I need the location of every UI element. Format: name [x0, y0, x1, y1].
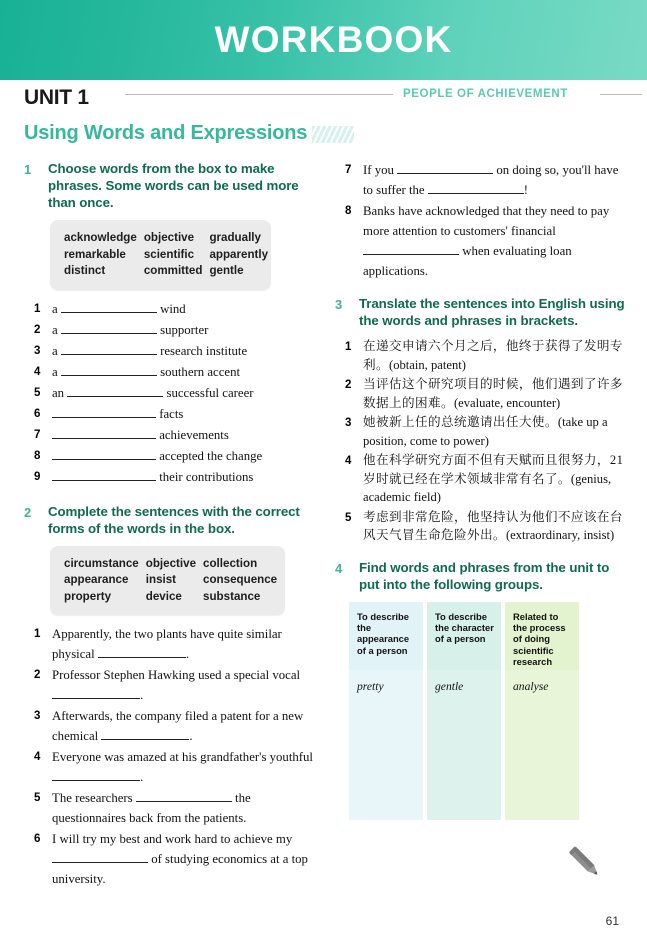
item-text — [52, 829, 317, 889]
answer-blank[interactable] — [61, 342, 157, 355]
wordbox-word: distinct — [64, 264, 106, 277]
item-number: 6 — [34, 407, 41, 420]
list-item — [34, 788, 317, 828]
item-suffix: successful career — [163, 385, 254, 400]
category-column-appearance — [349, 602, 423, 820]
list-item — [34, 624, 317, 664]
item-number: 2 — [34, 669, 41, 681]
exercise-2-title: Complete the sentences with the correct forms of the words in the box. — [48, 503, 300, 536]
exercise-4-header — [335, 559, 628, 593]
list-item — [345, 375, 628, 412]
wordbox-row — [64, 230, 275, 247]
answer-blank[interactable] — [52, 468, 156, 481]
section-heading: Using Words and Expressions — [24, 122, 308, 144]
item-number: 5 — [34, 792, 41, 804]
item-prefix: If you — [363, 163, 398, 177]
item-prefix: The researchers — [52, 791, 136, 805]
wordbox-word: collection — [203, 556, 258, 570]
list-item — [34, 299, 317, 319]
item-text — [52, 624, 317, 664]
item-number: 8 — [34, 449, 41, 462]
chinese-sentence: 他在科学研究方面不但有天赋而且很努力，21 岁时就已经在学术领域非常有名了。 — [363, 453, 624, 486]
item-suffix: the questionnaires back from the patients. — [52, 791, 251, 825]
item-number: 3 — [34, 344, 41, 357]
answer-blank[interactable] — [52, 686, 140, 699]
item-suffix: . — [140, 688, 144, 702]
answer-blank[interactable] — [52, 850, 148, 863]
answer-blank[interactable] — [61, 363, 157, 376]
list-item — [345, 451, 628, 507]
exercise-2-header — [24, 503, 317, 537]
item-text — [363, 508, 628, 545]
item-text — [52, 341, 317, 361]
unit-label: UNIT 1 — [24, 86, 89, 109]
exercise-1-title: Choose words from the box to make phrases. Some words can be used more than once. — [48, 161, 299, 210]
item-text — [52, 320, 317, 340]
exercise-1-wordbox — [50, 220, 271, 290]
item-number: 4 — [34, 365, 41, 378]
list-item — [34, 341, 317, 361]
item-number: 9 — [34, 470, 41, 483]
exercise-4-title: Find words and phrases from the unit to put into the following groups. — [359, 559, 610, 592]
hint-words: (genius, academic field) — [363, 471, 612, 504]
wordbox-word: circumstance — [64, 556, 139, 570]
wordbox-row — [64, 556, 284, 573]
item-prefix: an — [52, 385, 68, 400]
list-item — [345, 337, 628, 374]
column-answer-area[interactable]: pretty — [349, 670, 423, 820]
answer-blank[interactable] — [52, 447, 156, 460]
item-prefix: a — [52, 343, 61, 358]
item-suffix: achievements — [156, 427, 229, 442]
hint-words: (extraordinary, insist) — [505, 528, 615, 542]
exercise-3-number: 3 — [335, 297, 343, 312]
wordbox-word: apparently — [209, 247, 269, 261]
column-answer-area[interactable]: gentle — [427, 670, 501, 820]
item-prefix: a — [52, 322, 61, 337]
wordbox-word: consequence — [203, 573, 278, 586]
chinese-sentence: 她被新上任的总统邀请出任大使。 — [363, 415, 558, 429]
exercise-3-title: Translate the sentences into English using the words and phrases in brackets. — [359, 296, 625, 328]
answer-blank[interactable] — [363, 242, 459, 255]
list-item — [34, 829, 317, 889]
unit-topic-label: PEOPLE OF ACHIEVEMENT — [403, 88, 568, 100]
category-column-research — [505, 602, 579, 820]
item-number: 4 — [345, 455, 352, 467]
item-number: 3 — [345, 417, 352, 429]
list-item — [34, 383, 317, 403]
item-text — [52, 446, 317, 466]
item-number: 4 — [34, 751, 41, 763]
exercise-4-number: 4 — [335, 560, 343, 576]
item-prefix: a — [52, 301, 61, 316]
right-column — [335, 160, 628, 820]
wordbox-word: committed — [143, 264, 203, 277]
item-number: 1 — [345, 341, 352, 353]
item-prefix: Banks have acknowledged that they need to pay more attention to customers' financial — [363, 204, 610, 238]
hatch-decoration — [312, 126, 354, 143]
wordbox-word: insist — [145, 573, 177, 586]
chinese-sentence: 考虑到非常危险，他坚持认为他们不应该在台风天气冒生命危险外出。 — [363, 509, 623, 542]
exercise-1-items — [34, 299, 317, 487]
item-text — [52, 362, 317, 382]
list-item — [34, 425, 317, 445]
exercise-1-header — [24, 160, 317, 211]
page-number: 61 — [605, 914, 619, 928]
wordbox-word: appearance — [64, 573, 129, 586]
item-prefix: I will try my best and work hard to achieve my — [52, 832, 293, 846]
answer-blank[interactable] — [52, 405, 156, 418]
pencil-icon — [562, 840, 608, 886]
hint-words: (obtain, patent) — [389, 357, 466, 372]
list-item — [345, 160, 628, 200]
item-suffix: when evaluating loan applications. — [363, 244, 572, 278]
wordbox-row — [64, 572, 284, 589]
list-item — [345, 413, 628, 450]
item-number: 2 — [345, 379, 352, 391]
item-suffix: . — [189, 729, 193, 743]
answer-blank[interactable] — [67, 384, 163, 397]
wordbox-word: gradually — [209, 231, 261, 244]
item-suffix: research institute — [156, 343, 248, 358]
wordbox-word: gentle — [209, 264, 244, 277]
wordbox-row — [64, 263, 275, 280]
list-item — [34, 446, 317, 466]
item-text — [363, 375, 628, 412]
wordbox-word: scientific — [143, 247, 195, 261]
item-number: 1 — [34, 302, 41, 315]
answer-blank[interactable] — [428, 181, 524, 194]
wordbox-word: remarkable — [64, 247, 126, 261]
header-rule-right — [600, 94, 642, 95]
item-suffix: facts — [156, 406, 184, 421]
exercise-2-items — [34, 624, 317, 889]
item-number: 5 — [345, 511, 352, 524]
item-suffix: wind — [156, 301, 186, 316]
item-suffix: their contributions — [156, 469, 254, 484]
wordbox-word: objective — [145, 556, 197, 570]
item-text — [52, 747, 317, 787]
column-header: To describe the appearance of a person — [349, 602, 423, 670]
exercise-3-items — [345, 337, 628, 545]
item-text — [52, 706, 317, 746]
item-text — [52, 467, 317, 487]
left-column — [24, 160, 317, 890]
chinese-sentence: 在递交申请六个月之后，他终于获得了发明专利。 — [363, 339, 623, 372]
wordbox-word: device — [145, 589, 182, 603]
workbook-banner — [0, 0, 647, 80]
item-text — [52, 665, 317, 705]
item-number: 2 — [34, 323, 41, 336]
item-number: 3 — [34, 710, 41, 722]
wordbox-word: substance — [203, 589, 261, 603]
item-text — [52, 383, 317, 403]
item-number: 8 — [345, 205, 352, 217]
unit-header-row — [0, 82, 647, 116]
wordbox-row — [64, 247, 275, 264]
item-suffix: accepted the change — [156, 448, 263, 463]
item-prefix: a — [52, 364, 61, 379]
exercise-2-number: 2 — [24, 504, 32, 520]
list-item — [34, 706, 317, 746]
hint-words: (take up a position, come to power) — [363, 415, 608, 448]
column-answer-area[interactable]: analyse — [505, 670, 579, 820]
item-prefix: Everyone was amazed at his grandfather's youthful — [52, 750, 313, 764]
item-text — [363, 451, 628, 507]
item-prefix: Professor Stephen Hawking used a special vocal — [52, 668, 301, 682]
exercise-1-number: 1 — [24, 162, 32, 177]
answer-blank[interactable] — [52, 768, 140, 781]
item-text — [363, 413, 628, 450]
exercise-2-wordbox — [50, 546, 285, 616]
answer-blank[interactable] — [52, 426, 156, 439]
item-number: 1 — [34, 628, 41, 640]
header-rule-left — [125, 94, 393, 95]
answer-blank[interactable] — [101, 727, 189, 740]
wordbox-word: property — [64, 589, 112, 603]
item-number: 5 — [34, 386, 41, 399]
item-suffix: southern accent — [156, 364, 241, 379]
item-prefix: Afterwards, the company filed a patent for a new chemical — [52, 709, 304, 743]
list-item — [34, 362, 317, 382]
item-suffix: . — [185, 647, 190, 661]
answer-blank[interactable] — [397, 161, 493, 174]
chinese-sentence: 当评估这个研究项目的时候，他们遇到了许多数据上的困难。 — [363, 377, 623, 410]
answer-blank[interactable] — [98, 645, 186, 658]
hint-words: (evaluate, encounter) — [453, 395, 561, 410]
item-text — [52, 299, 317, 319]
item-number: 7 — [34, 428, 41, 441]
exercise-1-continued-items — [345, 160, 628, 281]
item-middle: on doing so, you'll have to suffer the — [363, 163, 619, 197]
workbook-title: WORKBOOK — [214, 19, 453, 60]
list-item — [345, 201, 628, 281]
wordbox-row — [64, 589, 284, 606]
item-number: 7 — [345, 164, 352, 176]
item-text — [363, 337, 628, 374]
category-table — [349, 602, 628, 820]
item-text — [52, 788, 317, 828]
list-item — [34, 404, 317, 424]
list-item — [345, 508, 628, 545]
column-header: To describe the character of a person — [427, 602, 501, 670]
list-item — [34, 665, 317, 705]
item-text — [363, 160, 628, 200]
list-item — [34, 467, 317, 487]
item-text — [363, 201, 628, 281]
item-suffix: supporter — [156, 322, 209, 337]
list-item — [34, 320, 317, 340]
item-text — [52, 404, 317, 424]
answer-blank[interactable] — [61, 321, 157, 334]
wordbox-word: acknowledge — [64, 231, 137, 244]
item-suffix: . — [140, 770, 144, 784]
column-header: Related to the process of doing scientific research — [505, 602, 579, 670]
category-column-character — [427, 602, 501, 820]
wordbox-word: objective — [143, 231, 195, 244]
item-text — [52, 425, 317, 445]
answer-blank[interactable] — [61, 300, 157, 313]
exercise-3-header — [335, 295, 628, 329]
item-suffix: of studying economics at a top university. — [52, 852, 308, 886]
answer-blank[interactable] — [136, 789, 232, 802]
list-item — [34, 747, 317, 787]
item-number: 6 — [34, 833, 41, 845]
item-prefix: Apparently, the two plants have quite similar physical — [52, 627, 282, 661]
item-suffix: ! — [523, 183, 529, 197]
